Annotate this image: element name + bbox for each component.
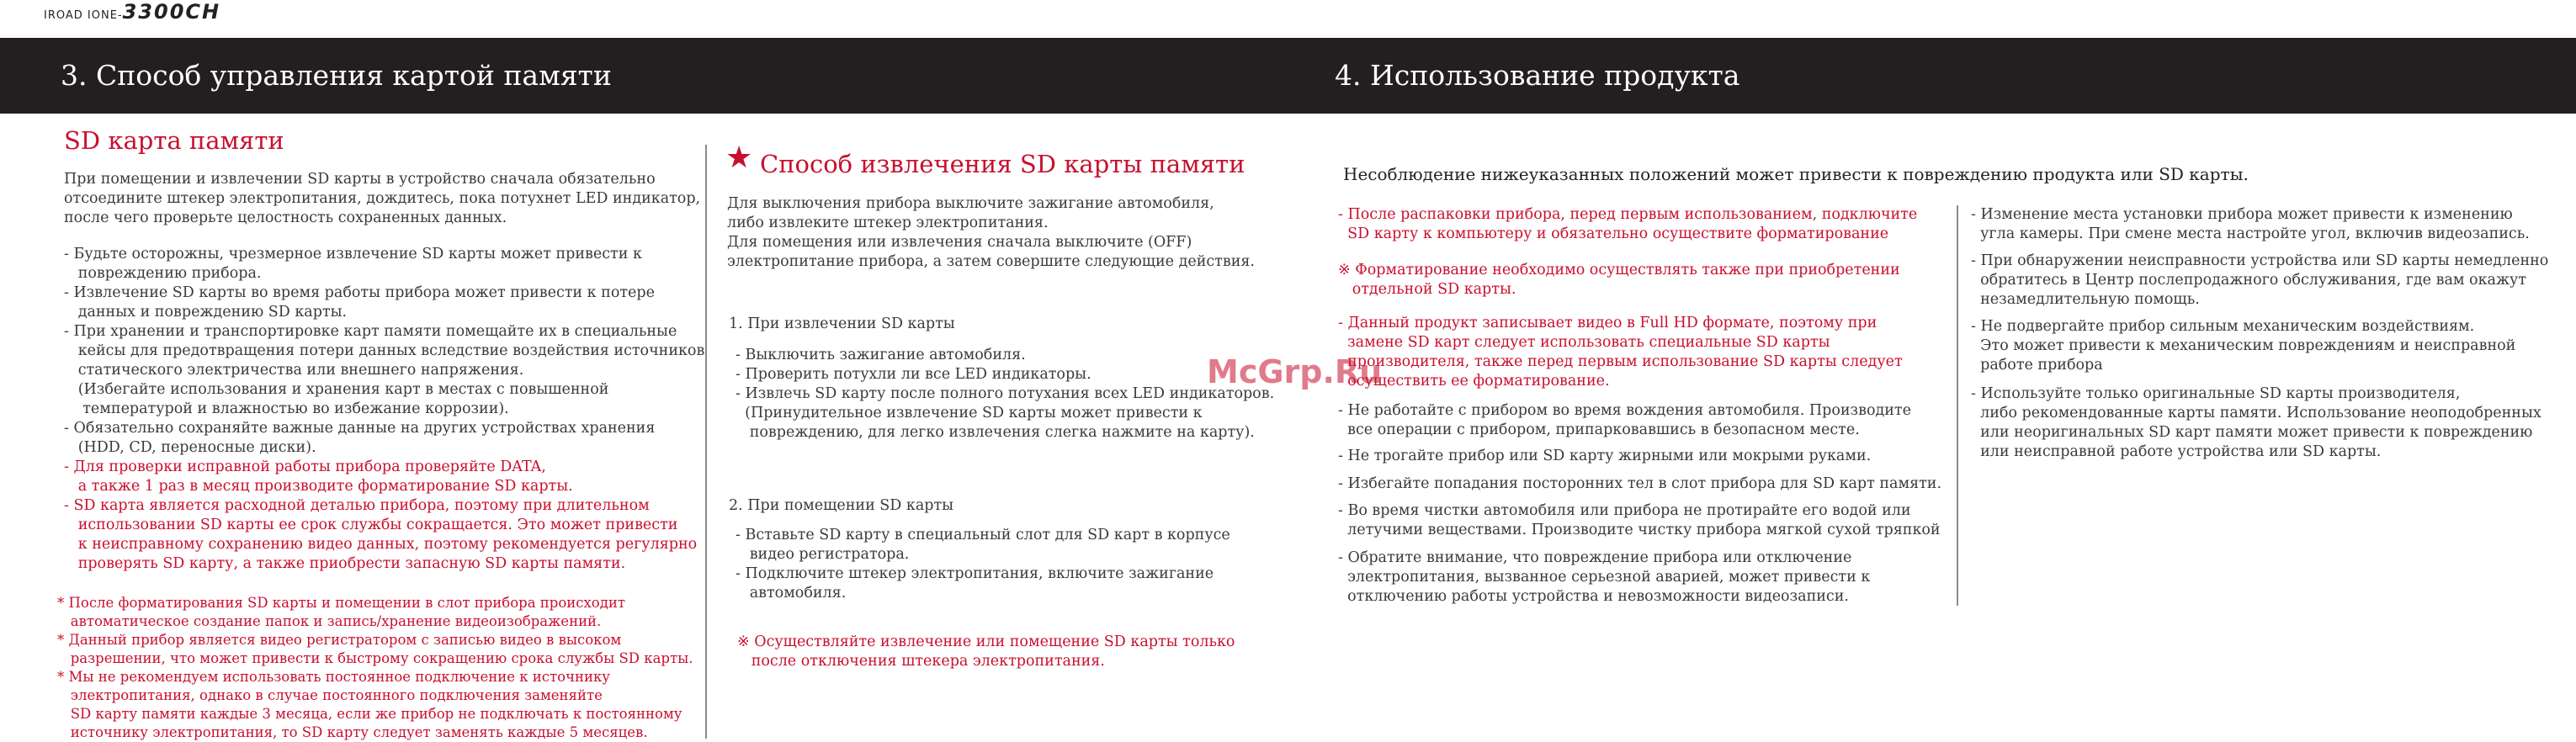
col1-red-bullets: - Для проверки исправной работы прибора проверяйте DATA, а также 1 раз в месяц производите форматирование SD карты. - SD карта является расходной деталью прибора, поэтому при длительном использовании SD карты ее срок службы сокращается. Это может привести к неисправному сохранению видео данных, поэтому рекомендуется регулярно проверять SD карту, а также приобрести запасную SD карты памяти. (64, 458, 698, 572)
brand-logo (44, 0, 220, 24)
section4-title: 4. Использование продукта (1335, 59, 1740, 92)
step1-title: 1. При извлечении SD карты (729, 315, 955, 332)
step1-body: - Выключить зажигание автомобиля. - Проверить потухли ли все LED индикаторы. - Извлечь SD карту после полного потухания всех LED индикаторов. (Принудительное извлечение SD карты может привести к повреждению, для легко извлечения слегка нажмите на карту). (736, 347, 1275, 441)
col2-note: ※ Осуществляйте извлечение или помещение SD карты только после отключения штекера электропитания. (737, 633, 1235, 670)
warning-lead: Несоблюдение нижеуказанных положений может привести к повреждению продукта или SD карты. (1343, 164, 2249, 184)
warning-gray-3: - Избегайте попадания посторонних тел в слот прибора для SD карт памяти. (1338, 475, 1942, 492)
warning-red-3: - Данный продукт записывает видео в Full HD формате, поэтому при замене SD карт следует использовать специальные SD карты производителя, также перед первым использование SD карты следует осуществить ее форматирование. (1338, 315, 1903, 390)
col1-intro: При помещении и извлечении SD карты в устройство сначала обязательно отсоедините штекер электропитания, дождитесь, пока потухнет LED индикатор, после чего проверьте целостность сохраненных данных. (64, 171, 701, 226)
star-icon: ★ (725, 140, 753, 175)
note-4-3: - Не подвергайте прибор сильным механическим воздействиям. Это может привести к механическим повреждениям и неисправной работе прибора (1971, 318, 2516, 374)
sd-card-heading: SD карта памяти (64, 126, 284, 155)
step2-body: - Вставьте SD карту в специальный слот для SD карт в корпусе видео регистратора. - Подключите штекер электропитания, включите зажигание автомобиля. (736, 527, 1230, 602)
watermark: McGrp.Ru (1207, 353, 1383, 390)
note-4-2: - При обнаружении неисправности устройства или SD карты немедленно обратитесь в Центр послепродажного обслуживания, где вам окажут незамедлительную помощь. (1971, 252, 2549, 308)
divider-2 (1957, 205, 1958, 606)
warning-gray-2: - Не трогайте прибор или SD карту жирными или мокрыми руками. (1338, 448, 1872, 464)
col2-intro: Для выключения прибора выключите зажигание автомобиля, либо извлеките штекер электропитания. Для помещения или извлечения сначала выключите (OFF) электропитание прибора, а затем совершите следующие действия. (727, 195, 1255, 270)
warning-gray-5: - Обратите внимание, что повреждение прибора или отключение электропитания, вызванное серьезной аварией, может привести к отключению работы устройства и невозможности видеозаписи. (1338, 549, 1871, 605)
section3-title: 3. Способ управления картой памяти (61, 59, 612, 92)
warning-gray-4: - Во время чистки автомобиля или прибора не протирайте его водой или летучими веществами. Производите чистку прибора мягкой сухой тряпкой (1338, 502, 1941, 538)
divider-1 (705, 145, 707, 739)
step2-title: 2. При помещении SD карты (729, 497, 954, 514)
extraction-heading: Способ извлечения SD карты памяти (760, 150, 1246, 178)
col1-notes: * После форматирования SD карты и помещении в слот прибора происходит автоматическое создание папок и запись/хранение видеоизображений. * Данный прибор является видео регистратором с записью видео в высоком разрешении, что может привести к быстрому сокращению срока службы SD карты. * Мы не рекомендуем использовать постоянное подключение к источнику электропитания, однако в случае постоянного подключения заменяйте SD карту памяти каждые 3 месяца, если же прибор не подключать к постоянному источнику электропитания, то SD карту следует заменять каждые 5 месяцев. (57, 595, 693, 740)
warning-red-1: - После распаковки прибора, перед первым использованием, подключите SD карту к компьютеру и обязательно осуществите форматирование (1338, 206, 1918, 242)
brand-prefix: IROAD IONE- (44, 9, 123, 22)
warning-red-2: ※ Форматирование необходимо осуществлять также при приобретении отдельной SD карты. (1338, 262, 1900, 298)
section-banner (0, 38, 2576, 114)
col1-bullets: - Будьте осторожны, чрезмерное извлечение SD карты может привести к повреждению прибора. - Извлечение SD карты во время работы прибора может привести к потере данных и повреждению SD карты. - При хранении и транспортировке карт памяти помещайте их в специальные кейсы для предотвращения потери данных вследствие воздействия источников статического электричества или внешнего напряжения. (Избегайте использования и хранения карт в местах с повышенной температурой и влажностью во избежание коррозии). - Обязательно сохраняйте важные данные на других устройствах хранения (HDD, CD, переносные диски). (64, 246, 705, 456)
warning-gray-1: - Не работайте с прибором во время вождения автомобиля. Производите все операции с прибором, припарковавшись в безопасном месте. (1338, 402, 1911, 438)
note-4-4: - Используйте только оригинальные SD карты производителя, либо рекомендованные карты памяти. Использование неоподобренных или неоригинальных SD карт памяти может привести к повреждению или неисправной работе устройства или SD карты. (1971, 385, 2541, 460)
brand-model: 3300CH (122, 0, 221, 24)
note-4-1: - Изменение места установки прибора может привести к изменению угла камеры. При смене места настройте угол, включив видеозапись. (1971, 206, 2530, 242)
